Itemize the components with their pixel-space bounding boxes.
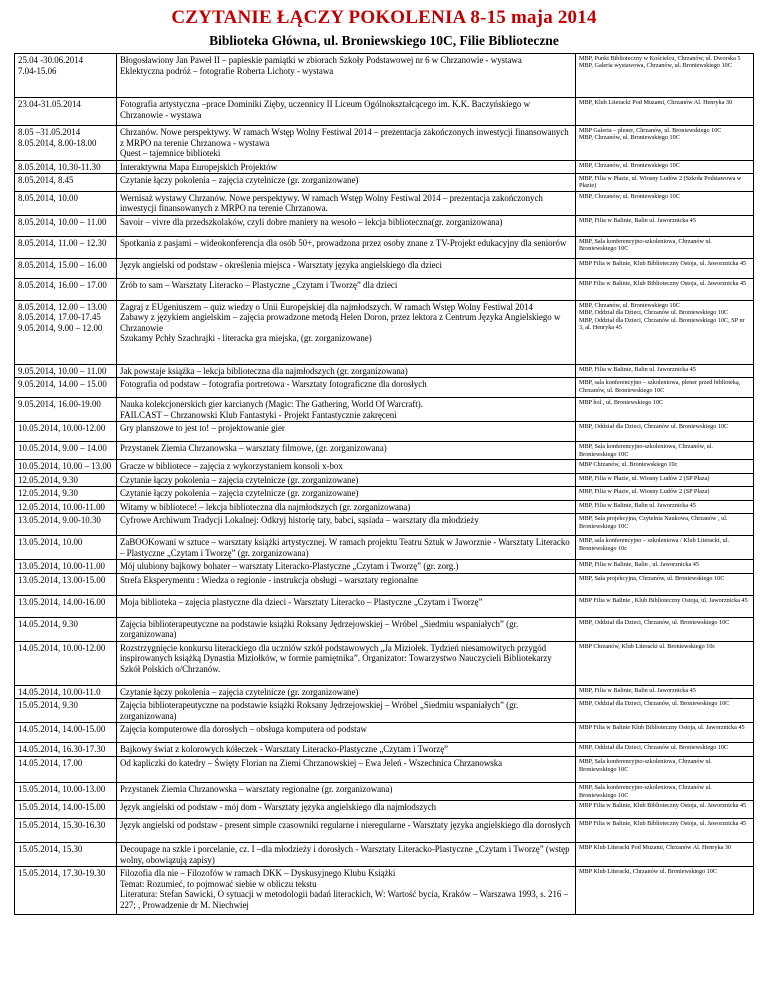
place-cell — [576, 867, 754, 915]
table-row — [15, 617, 754, 641]
place-cell-line: MBP, Oddział dla Dzieci, Chrzanów ul. Broniewskiego 10C — [579, 309, 729, 317]
table-row — [15, 487, 754, 501]
place-cell-line: MBP, sala konferencyjno – szkoleniowa, plener przed biblioteką, Chrzanów, ul. Broniewskiego 10C — [579, 379, 741, 394]
event-cell — [117, 867, 576, 915]
place-cell — [576, 278, 754, 300]
date-cell-line: 15.05.2014, 15.30-16.30 — [18, 820, 106, 831]
table-row — [15, 160, 754, 174]
date-cell-line: 23.04-31.05.2014 — [18, 99, 81, 109]
event-cell-line: Język angielski od podstaw - present simple czasowniki regularne i nieregularne - Warsztaty języka angielskiego dla dorosłych — [120, 820, 571, 831]
place-cell — [576, 487, 754, 501]
date-cell — [15, 801, 117, 819]
place-cell-line: MBP, Punkt Biblioteczny w Kościelcu, Chrzanów, ul. Dworska 5 — [579, 55, 741, 62]
event-cell-line: Bajkowy świat z kolorowych kółeczek - Warsztaty Literacko-Plastyczne „Czytam i Tworzę” — [120, 744, 449, 755]
place-cell-line: MBP, Sala projekcyjna, Chrzanów, ul. Broniewskiego 10C — [579, 574, 725, 582]
place-cell-line: MBP Filia w Balinie Klub Biblioteczny Ostoja, ul. Jaworznicka 45 — [579, 724, 745, 732]
place-cell — [576, 514, 754, 536]
event-cell-line: Zajęcia biblioterapeutyczne na podstawie książki Roksany Jędrzejowskiej – Wróbel „Siedmiu wspaniałych” (gr. zorganizowana) — [120, 700, 519, 721]
date-cell — [15, 98, 117, 126]
table-row — [15, 460, 754, 474]
date-cell — [15, 867, 117, 915]
table-row — [15, 757, 754, 783]
date-cell — [15, 757, 117, 783]
date-cell-line: 9.05.2014, 14.00 – 15.00 — [18, 379, 107, 390]
table-row — [15, 500, 754, 514]
place-cell-line: MBP, Sala konferencyjno-szkoleniowa, Chrzanów ul. Broniewskiego 10C — [579, 784, 712, 799]
date-cell-line: 9.05.2014, 10.00 – 11.00 — [18, 365, 107, 376]
place-cell-line: MBP, Oddział dla Dzieci, Chrzanów ul. Broniewskiego 10C — [579, 744, 729, 752]
table-row — [15, 215, 754, 236]
event-cell — [117, 801, 576, 819]
event-cell-line: Nauka kolekcjonerskich gier karcianych (Magic: The Gathering, World Of Warcraft). — [120, 399, 423, 410]
table-row — [15, 191, 754, 215]
date-cell-line: 13.05.2014, 9.00-10.30 — [18, 515, 101, 526]
table-row — [15, 783, 754, 801]
event-cell-line: Od kapliczki do katedry – Święty Florian na Ziemi Chrzanowskiej – Ewa Jeleń - Wszechnica Chrzanowska — [120, 758, 503, 769]
table-row — [15, 300, 754, 364]
event-cell-line: Eklektyczna podróż – fotografie Roberta Lichoty - wystawa — [120, 65, 334, 76]
table-row — [15, 685, 754, 699]
date-cell — [15, 487, 117, 501]
event-cell — [117, 560, 576, 574]
place-cell-line: MBP Filia w Balinie, Klub Biblioteczny Ostoja, ul. Jaworznicka 45 — [579, 259, 747, 267]
event-cell-line: Fotografia artystyczna –prace Dominiki Zięby, uczennicy II Liceum Ogólnokształcącego im. K.K. Baczyńskiego w Chrzanowie - wystawa — [120, 99, 530, 120]
place-cell-line: MBP Galeria – plener, Chrzanów, ul. Broniewskiego 10C — [579, 127, 722, 134]
date-cell — [15, 364, 117, 378]
event-cell — [117, 278, 576, 300]
event-cell — [117, 617, 576, 641]
place-cell-line: MBP, Filia w Płazie, ul. Wiosny Ludów 2 (SP Płaza) — [579, 488, 710, 496]
date-cell-line: 15.05.2014, 15.30 — [18, 844, 83, 855]
place-cell-line: MBP, Klub Literacki Pod Muzami, Chrzanów Al. Henryka 30 — [579, 99, 733, 106]
place-cell-line: MBP Klub Literacki, Chrzanów ul. Broniewskiego 10C — [579, 868, 717, 876]
event-cell-line: Czytanie łączy pokolenia – zajęcia czytelnicze (gr. zorganizowane) — [120, 175, 359, 185]
place-cell — [576, 174, 754, 192]
table-row — [15, 536, 754, 560]
date-cell-line: 14.05.2014, 17.00 — [18, 758, 83, 769]
place-cell — [576, 595, 754, 617]
date-cell-line: 8.05.2014, 17.00-17.45 — [18, 312, 101, 323]
event-cell-line: Mój ulubiony bajkowy bohater – warsztaty Literacko-Plastyczne „Czytam i Tworzę” (gr. zorg.) — [120, 561, 459, 572]
date-cell-line: 10.05.2014, 10.00-12.00 — [18, 423, 106, 434]
place-cell-line: MBP, Oddział dla Dzieci, Chrzanów ul. Broniewskiego 10C — [579, 423, 729, 431]
table-row — [15, 573, 754, 595]
event-cell — [117, 174, 576, 192]
place-cell — [576, 460, 754, 474]
date-cell — [15, 258, 117, 278]
date-cell — [15, 595, 117, 617]
event-cell-line: Zajęcia komputerowe dla dorosłych – obsługa komputera od podstaw — [120, 724, 367, 735]
event-cell — [117, 398, 576, 422]
place-cell — [576, 560, 754, 574]
date-cell-line: 12.05.2014, 9.30 — [18, 474, 78, 485]
event-cell-line: ZaBOOKowani w sztuce – warsztaty książki artystycznej. W ramach projektu Teatru Sztuk w Jaworznie - Warsztaty Literacko – Plastyczne „Czytam i Tworzę” (gr. zorganizowana) — [120, 537, 570, 558]
event-cell-line: Jak powstaje książka – lekcja biblioteczna dla najmłodszych (gr. zorganizowana) — [120, 365, 408, 376]
place-cell-line: MBP Filia w Balinie, Klub Biblioteczny Ostoja, ul. Jaworznicka 45 — [579, 802, 747, 810]
date-cell — [15, 617, 117, 641]
place-cell-line: MBP, Sala projekcyjna, Czytelnia Naukowa, Chrzanów , ul. Broniewskiego 10C — [579, 515, 728, 530]
place-cell-line: MBP Filia w Balinie, Klub Biblioteczny Ostoja, ul. Jaworznicka 45 — [579, 279, 747, 287]
place-cell — [576, 236, 754, 258]
date-cell — [15, 398, 117, 422]
table-row — [15, 278, 754, 300]
place-cell-line: MBP, Filia w Balinie, Balin , ul. Jaworznicka 45 — [579, 561, 699, 569]
place-cell — [576, 126, 754, 161]
place-cell — [576, 300, 754, 364]
event-cell-line: Gracze w bibliotece – zajęcia z wykorzystaniem konsoli x-box — [120, 461, 343, 472]
place-cell — [576, 378, 754, 398]
event-cell-line: Język angielski od podstaw - mój dom - Warsztaty języka angielskiego dla najmłodszych — [120, 802, 437, 813]
date-cell — [15, 160, 117, 174]
date-cell-line: 8.05.2014, 10.00 – 11.00 — [18, 216, 107, 227]
date-cell — [15, 378, 117, 398]
event-cell — [117, 126, 576, 161]
event-cell-line: Wernisaż wystawy Chrzanów. Nowe perspektywy. W ramach Wstęp Wolny Festiwal 2014 – prezentacja zakończonych inwestycji finansowanych z MRPO na terenie Chrzanowa. — [120, 192, 543, 214]
event-cell-line: Interaktywna Mapa Europejskich Projektów — [120, 161, 277, 172]
date-cell — [15, 514, 117, 536]
event-cell-line: Przystanek Ziemia Chrzanowska – warsztaty filmowe, (gr. zorganizowana) — [120, 443, 387, 454]
place-cell-line: MBP, Chrzanów, ul. Broniewskiego 10C — [579, 192, 680, 200]
date-cell — [15, 215, 117, 236]
date-cell — [15, 236, 117, 258]
event-cell-line: Zabawy z językiem angielskim – zajęcia prowadzone metodą Helen Doron, przez lektora z Centrum Języka Angielskiego w Chrzanowie — [120, 312, 561, 333]
event-cell — [117, 685, 576, 699]
place-cell-line: MBP, Chrzanów, ul. Broniewskiego 10C — [579, 161, 680, 169]
event-cell-line: Czytanie łączy pokolenia – zajęcia czytelnicze (gr. zorganizowane) — [120, 474, 359, 485]
event-cell — [117, 757, 576, 783]
event-cell-line: Decoupage na szkle i porcelanie, cz. I –dla młodzieży i dorosłych - Warsztaty Literacko-Plastyczne „Czytam i Tworzę” (wstęp wolny, obowiązują zapisy) — [120, 844, 570, 865]
table-row — [15, 743, 754, 757]
event-cell-line: Chrzanów. Nowe perspektywy. W ramach Wstęp Wolny Festiwal 2014 – prezentacja zakończonych inwestycji finansowanych z MRPO na terenie Chrzanowa - wystawa — [120, 127, 569, 148]
date-cell-line: 14.05.2014, 10.00-11.0 — [18, 686, 101, 697]
date-cell-line: 10.05.2014, 10.00 – 13.00 — [18, 461, 112, 472]
place-cell-line: MBP, sala konferencyjno – szkoleniowa / Klub Literacki, ul. Broniewskiego 10c — [579, 537, 730, 552]
place-cell — [576, 500, 754, 514]
event-cell — [117, 487, 576, 501]
event-cell — [117, 364, 576, 378]
place-cell — [576, 191, 754, 215]
event-cell — [117, 215, 576, 236]
event-cell-line: Zagraj z EUgeniuszem – quiz wiedzy o Unii Europejskiej dla najmłodszych. W ramach Wstęp Wolny Festiwal 2014 — [120, 301, 533, 312]
place-cell-line: MBP, Filia w Balinie, Balin ul. Jaworznicka 45 — [579, 686, 696, 694]
table-row — [15, 723, 754, 743]
table-row — [15, 258, 754, 278]
date-cell — [15, 536, 117, 560]
place-cell — [576, 364, 754, 378]
date-cell — [15, 641, 117, 685]
date-cell-line: 15.05.2014, 10.00-13.00 — [18, 784, 106, 795]
event-cell — [117, 500, 576, 514]
place-cell-line: MBP Filia w Balinie, Klub Biblioteczny Ostoja, ul. Jaworznicka 45 — [579, 820, 747, 828]
event-cell-line: Filozofia dla nie – Filozofów w ramach DKK – Dyskusyjnego Klubu Książki — [120, 868, 396, 879]
page-subtitle: Biblioteka Główna, ul. Broniewskiego 10C, Filie Biblioteczne — [209, 33, 559, 48]
table-row — [15, 595, 754, 617]
date-cell — [15, 843, 117, 867]
table-row — [15, 378, 754, 398]
date-cell-line: 14.05.2014, 10.00-12.00 — [18, 642, 106, 653]
event-cell — [117, 699, 576, 723]
place-cell-line: MBP, Sala konferencyjno-szkoleniowa, Chrzanów ul. Broniewskiego 10C — [579, 237, 712, 253]
place-cell-line: MBP, Chrzanów, ul. Broniewskiego 10C — [579, 301, 680, 309]
date-cell — [15, 699, 117, 723]
date-cell-line: 12.05.2014, 10.00-11.00 — [18, 501, 105, 512]
place-cell-line: MBP, Galeria wystawowa, Chrzanów, ul. Broniewskiego 10C — [579, 62, 732, 70]
event-cell-line: Savoir – vivre dla przedszkolaków, czyli dobre maniery na wesoło – lekcja biblioteczna(gr. zorganizowana) — [120, 216, 503, 227]
date-cell-line: 25.04 -30.06.2014 — [18, 55, 84, 65]
event-cell-line: Język angielski od podstaw - określenia miejsca - Warsztaty języka angielskiego dla dzieci — [120, 259, 442, 270]
date-cell-line: 8.05 –31.05.2014 — [18, 127, 81, 137]
date-cell-line: 8.05.2014, 15.00 – 16.00 — [18, 259, 107, 270]
date-cell-line: 8.05.2014, 10.30-11.30 — [18, 161, 101, 172]
place-cell — [576, 743, 754, 757]
place-cell — [576, 422, 754, 442]
event-cell-line: Czytanie łączy pokolenia – zajęcia czytelnicze (gr. zorganizowane) — [120, 488, 359, 499]
place-cell — [576, 536, 754, 560]
event-cell-line: Czytanie łączy pokolenia – zajęcia czytelnicze (gr. zorganizowane) — [120, 686, 359, 697]
date-cell-line: 15.05.2014, 14.00-15.00 — [18, 802, 106, 813]
date-cell-line: 8.05.2014, 11.00 – 12.30 — [18, 237, 107, 248]
event-cell — [117, 460, 576, 474]
date-cell — [15, 191, 117, 215]
date-cell-line: 8.05.2014, 12.00 – 13.00 — [18, 301, 107, 312]
date-cell-line: 13.05.2014, 10.00-11.00 — [18, 561, 105, 572]
date-cell-line: 8.05.2014, 16.00 – 17.00 — [18, 279, 107, 290]
event-cell — [117, 191, 576, 215]
event-cell-line: FAILCAST – Chrzanowski Klub Fantastyki - Projekt Fantastycznie zakręceni — [120, 409, 397, 420]
event-cell — [117, 595, 576, 617]
date-cell — [15, 560, 117, 574]
place-cell — [576, 783, 754, 801]
event-cell-line: Spotkania z pasjami – wideokonferencja dla osób 50+, prowadzona przez osoby znane z TV-Projekt edukacyjny dla seniorów — [120, 237, 567, 248]
date-cell — [15, 174, 117, 192]
event-cell-line: Literatura: Stefan Sawicki, O sytuacji w metodologii badań literackich, W: Wartość bycia, Kraków – Warszawa 1993, s. 216 – 227; , Prowadzenie dr M. Niechwiej — [120, 889, 569, 910]
date-cell — [15, 126, 117, 161]
place-cell — [576, 573, 754, 595]
place-cell — [576, 699, 754, 723]
event-cell-line: Moja biblioteka – zajęcia plastyczne dla dzieci - Warsztaty Literacko – Plastyczne „Czytam i Tworzę” — [120, 596, 483, 607]
schedule-table — [14, 53, 754, 915]
place-cell — [576, 160, 754, 174]
table-row — [15, 422, 754, 442]
table-row — [15, 364, 754, 378]
place-cell-line: MBP, Sala konferencyjno-szkoleniowa, Chrzanów, ul. Broniewskiego 10C — [579, 443, 713, 458]
table-row — [15, 514, 754, 536]
date-cell — [15, 54, 117, 98]
table-row — [15, 126, 754, 161]
table-row — [15, 819, 754, 843]
place-cell-line: MBP Chrzanów, ul. Broniewskiego 10c — [579, 461, 678, 469]
date-cell — [15, 300, 117, 364]
date-cell — [15, 422, 117, 442]
event-cell — [117, 378, 576, 398]
date-cell — [15, 473, 117, 487]
event-cell — [117, 236, 576, 258]
place-cell — [576, 442, 754, 460]
event-cell-line: Fotografia od podstaw – fotografia portretowa - Warsztaty fotograficzne dla dorosłych — [120, 379, 427, 390]
event-cell-line: Gry planszowe to jest to! – projektowanie gier — [120, 423, 285, 434]
event-cell-line: Rozstrzygnięcie konkursu literackiego dla uczniów szkół podstawowych „Ja Miziołek. Tydzień niesamowitych przygód inspirowanych książką Dynastia Miziołków, w formie pamiętnika”. Organizator: Towarzystwo Nauczycieli Bibliotekarzy Szkół Polskich o/Chrzanów. — [120, 642, 552, 674]
event-cell-line: Błogosławiony Jan Paweł II – papieskie pamiątki w zbiorach Szkoły Podstawowej nr 6 w Chrzanowie - wystawa — [120, 55, 522, 65]
event-cell — [117, 300, 576, 364]
place-cell — [576, 215, 754, 236]
date-cell — [15, 743, 117, 757]
table-row — [15, 398, 754, 422]
date-cell-line: 8.05.2014, 10.00 — [18, 192, 78, 203]
event-cell — [117, 98, 576, 126]
table-row — [15, 699, 754, 723]
table-row — [15, 867, 754, 915]
place-cell — [576, 685, 754, 699]
place-cell-line: MBP, Filia w Płazie, ul. Wiosny Ludów 2 (SP Płaza) — [579, 474, 710, 482]
date-cell-line: 8.05.2014, 8.00-18.00 — [18, 137, 97, 148]
date-cell — [15, 819, 117, 843]
date-cell — [15, 278, 117, 300]
table-row — [15, 442, 754, 460]
table-row — [15, 236, 754, 258]
event-cell-line: Szukamy Pchły Szachrajki - literacka gra miejska, (gr. zorganizowane) — [120, 333, 372, 344]
event-cell-line: Zajęcia biblioterapeutyczne na podstawie książki Roksany Jędrzejowskiej – Wróbel „Siedmiu wspaniałych” (gr. zorganizowana) — [120, 618, 519, 640]
date-cell — [15, 783, 117, 801]
place-cell — [576, 98, 754, 126]
table-row — [15, 801, 754, 819]
place-cell — [576, 843, 754, 867]
place-cell-line: MBP, Filia w Balinie, Balin ul. Jaworznicka 45 — [579, 501, 696, 509]
event-cell — [117, 442, 576, 460]
event-cell — [117, 514, 576, 536]
event-cell — [117, 258, 576, 278]
table-row — [15, 54, 754, 98]
event-cell — [117, 819, 576, 843]
table-row — [15, 174, 754, 192]
place-cell-line: MBP, Oddział dla Dzieci, Chrzanów ul. Broniewskiego 10C, SP nr 3, al. Henryka 45 — [579, 316, 745, 332]
place-cell — [576, 757, 754, 783]
event-cell-line: Temat: Rozumieć, to pojmować siebie w obliczu tekstu — [120, 878, 317, 889]
place-cell-line: MBP, Oddział dla Dzieci, Chrzanów, ul. Broniewskiego 10C — [579, 618, 730, 626]
date-cell-line: 14.05.2014, 14.00-15.00 — [18, 724, 106, 735]
place-cell-line: MBP, Filia w Balinie, Balin ul. Jaworznicka 45 — [579, 365, 696, 373]
date-cell-line: 13.05.2014, 13.00-15.00 — [18, 574, 106, 585]
event-cell — [117, 723, 576, 743]
date-cell-line: 15.05.2014, 17.30-19.30 — [18, 868, 106, 879]
event-cell-line: Cyfrowe Archiwum Tradycji Lokalnej: Odkryj historię taty, babci, sąsiada – warsztaty dla młodzieży — [120, 515, 479, 526]
event-cell — [117, 160, 576, 174]
event-cell-line: Przystanek Ziemia Chrzanowska – warsztaty regionalne (gr. zorganizowana) — [120, 784, 393, 795]
event-cell — [117, 422, 576, 442]
date-cell-line: 14.05.2014, 16.30-17.30 — [18, 744, 106, 755]
date-cell-line: 10.05.2014, 9.00 – 14.00 — [18, 443, 107, 454]
place-cell-line: MBP, Filia w Płazie, ul. Wiosny Ludów 2 (Szkoła Podstawowa w Płazie) — [579, 175, 742, 190]
place-cell — [576, 819, 754, 843]
place-cell — [576, 641, 754, 685]
place-cell — [576, 54, 754, 98]
page-title: CZYTANIE ŁĄCZY POKOLENIA 8-15 maja 2014 — [171, 7, 597, 28]
place-cell-line: MBP Klub Literacki Pod Muzami, Chrzanów Al. Henryka 30 — [579, 844, 732, 852]
date-cell — [15, 442, 117, 460]
date-cell-line: 15.05.2014, 9.30 — [18, 700, 78, 711]
event-cell-line: Zrób to sam – Warsztaty Literacko – Plastyczne „Czytam i Tworzę” dla dzieci — [120, 279, 398, 290]
table-row — [15, 98, 754, 126]
place-cell-line: MBP, Sala konferencyjno-szkoleniowa, Chrzanów ul. Broniewskiego 10C — [579, 758, 712, 773]
place-cell — [576, 398, 754, 422]
date-cell — [15, 723, 117, 743]
date-cell-line: 7.04-15.06 — [18, 65, 57, 76]
date-cell-line: 12.05.2014, 9.30 — [18, 488, 78, 499]
table-row — [15, 843, 754, 867]
event-cell — [117, 843, 576, 867]
place-cell-line: MBP, Chrzanów, ul. Broniewskiego 10C — [579, 134, 680, 142]
event-cell — [117, 473, 576, 487]
event-cell — [117, 641, 576, 685]
table-row — [15, 641, 754, 685]
date-cell — [15, 573, 117, 595]
place-cell — [576, 801, 754, 819]
date-cell-line: 9.05.2014, 9.00 – 12.00 — [18, 322, 103, 333]
place-cell — [576, 473, 754, 487]
event-cell-line: Quest – tajemnice biblioteki — [120, 148, 221, 158]
event-cell — [117, 783, 576, 801]
place-cell-line: MBP, Filia w Balinie, Balin ul. Jaworznicka 45 — [579, 216, 696, 224]
date-cell-line: 9.05.2014, 16.00-19.00 — [18, 399, 101, 410]
date-cell-line: 13.05.2014, 14.00-16.00 — [18, 596, 106, 607]
place-cell — [576, 723, 754, 743]
place-cell — [576, 617, 754, 641]
event-cell-line: Witamy w bibliotece! – lekcja biblioteczna dla najmłodszych (gr. zorganizowana) — [120, 501, 411, 512]
place-cell — [576, 258, 754, 278]
place-cell-line: MBP Filia w Balinie , Klub Biblioteczny Ostoja, ul. Jaworznicka 45 — [579, 596, 748, 604]
table-row — [15, 560, 754, 574]
place-cell-line: MBP, Oddział dla Dzieci, Chrzanów, ul. Broniewskiego 10C — [579, 700, 730, 708]
table-row — [15, 473, 754, 487]
schedule-body — [15, 54, 754, 915]
place-cell-line: MBP Chrzanów, Klub Literacki ul. Broniewskiego 10c — [579, 642, 716, 650]
place-cell-line: MBP hol , ul. Broniewskiego 10C — [579, 399, 664, 407]
event-cell — [117, 743, 576, 757]
date-cell — [15, 685, 117, 699]
date-cell — [15, 500, 117, 514]
date-cell-line: 13.05.2014, 10.00 — [18, 537, 83, 548]
date-cell-line: 8.05.2014, 8.45 — [18, 175, 74, 185]
event-cell-line: Strefa Eksperymentu : Wiedza o regionie - instrukcja obsługi - warsztaty regionalne — [120, 574, 418, 585]
date-cell — [15, 460, 117, 474]
event-cell — [117, 54, 576, 98]
date-cell-line: 14.05.2014, 9.30 — [18, 618, 78, 629]
event-cell — [117, 573, 576, 595]
event-cell — [117, 536, 576, 560]
